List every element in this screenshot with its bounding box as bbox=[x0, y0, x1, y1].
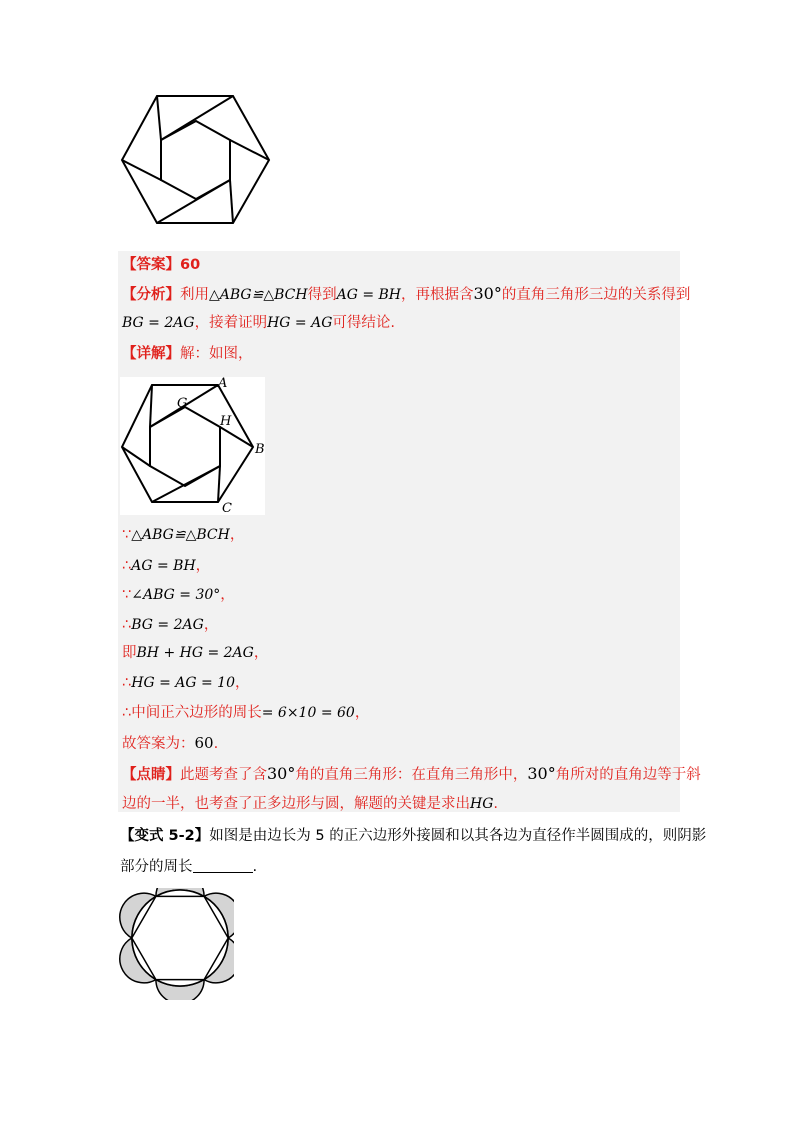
analysis-line-1 bbox=[122, 284, 690, 305]
step-prefix: ∴ bbox=[122, 675, 132, 691]
step-math: HG = AG = 10 bbox=[131, 675, 235, 691]
analysis-text: ，再根据含 bbox=[401, 287, 474, 303]
analysis-math: 30° bbox=[473, 284, 502, 303]
label-b: B bbox=[255, 442, 265, 457]
step-prefix: ∵ bbox=[122, 527, 132, 543]
comment-text: 边的一半，也考查了正多边形与圆，解题的关键是求出 bbox=[122, 796, 470, 812]
hexagon-figure-top bbox=[118, 92, 273, 227]
comment-math: 30° bbox=[527, 764, 556, 783]
detail-text: 解：如图， bbox=[180, 346, 253, 362]
analysis-text: 可得结论. bbox=[332, 315, 396, 331]
step-prefix: ∴ bbox=[122, 617, 132, 633]
step-math: AG = BH bbox=[131, 558, 196, 574]
analysis-math: HG = AG bbox=[267, 315, 333, 331]
analysis-math: BG = 2AG bbox=[122, 315, 195, 331]
analysis-text: 得到 bbox=[307, 287, 337, 303]
step-1 bbox=[122, 525, 244, 545]
answer-value: 60 bbox=[180, 257, 201, 273]
step-suffix: ， bbox=[229, 527, 245, 543]
answer-line bbox=[122, 255, 200, 275]
comment-text: . bbox=[493, 796, 499, 812]
step-prefix: ∴中间正六边形的周长 bbox=[122, 705, 262, 721]
question-text: 部分的周长 bbox=[120, 859, 193, 875]
comment-line-1 bbox=[122, 764, 701, 785]
step-suffix: ， bbox=[354, 705, 370, 721]
step-8 bbox=[122, 733, 218, 754]
step-5 bbox=[122, 643, 268, 663]
analysis-tag: 【分析】 bbox=[122, 287, 180, 303]
step-math: = 6×10 = 60 bbox=[261, 705, 355, 721]
step-math: ∠ABG = 30° bbox=[131, 587, 221, 603]
step-suffix: . bbox=[213, 736, 219, 752]
analysis-text: ，接着证明 bbox=[194, 315, 268, 331]
comment-tag: 【点睛】 bbox=[122, 767, 180, 783]
step-prefix: ∴ bbox=[122, 558, 132, 574]
step-math: BH + HG = 2AG bbox=[136, 645, 254, 661]
step-2 bbox=[122, 556, 210, 576]
step-suffix: ， bbox=[235, 675, 250, 691]
analysis-math: △ABG≌△BCH bbox=[209, 287, 308, 303]
question-line-2 bbox=[120, 857, 257, 877]
step-suffix: ， bbox=[220, 587, 235, 603]
step-math: △ABG≌△BCH bbox=[131, 527, 230, 543]
detail-line bbox=[122, 344, 253, 364]
step-7 bbox=[122, 703, 369, 723]
comment-line-2 bbox=[122, 794, 498, 814]
comment-text: 角所对的直角边等于斜 bbox=[555, 767, 701, 783]
label-h: H bbox=[220, 414, 232, 429]
comment-text: 角的直角三角形：在直角三角形中， bbox=[295, 767, 528, 783]
analysis-math: AG = BH bbox=[336, 287, 401, 303]
step-3 bbox=[122, 585, 235, 605]
label-a: A bbox=[218, 377, 228, 391]
step-math: BG = 2AG bbox=[131, 617, 204, 633]
step-4 bbox=[122, 615, 218, 635]
step-suffix: ， bbox=[203, 617, 219, 633]
step-prefix: 故答案为： bbox=[122, 736, 195, 752]
step-6 bbox=[122, 673, 250, 693]
analysis-text: 的直角三角形三边的关系得到 bbox=[501, 287, 691, 303]
comment-math: 30° bbox=[267, 764, 296, 783]
hexagon-semicircle-figure bbox=[118, 888, 234, 1000]
comment-text: 此题考查了含 bbox=[180, 767, 267, 783]
answer-blank[interactable] bbox=[193, 858, 253, 873]
question-text: 如图是由边长为 5 的正六边形外接圆和以其各边为直径作半圆围成的，则阴影 bbox=[209, 828, 707, 844]
label-g: G bbox=[177, 396, 188, 411]
label-c: C bbox=[222, 501, 232, 515]
answer-tag: 【答案】 bbox=[122, 257, 180, 273]
step-prefix: 即 bbox=[122, 645, 137, 661]
analysis-line-2 bbox=[122, 313, 395, 333]
step-suffix: ， bbox=[253, 645, 269, 661]
hexagon-figure-labeled bbox=[120, 377, 265, 515]
detail-tag: 【详解】 bbox=[122, 346, 180, 362]
comment-math: HG bbox=[470, 796, 494, 812]
step-math: 60 bbox=[194, 734, 214, 752]
question-text-end: . bbox=[252, 859, 258, 875]
analysis-text: 利用 bbox=[180, 287, 209, 303]
question-tag: 【变式 5-2】 bbox=[120, 828, 210, 844]
step-suffix: ， bbox=[195, 558, 211, 574]
question-line-1 bbox=[120, 826, 706, 846]
step-prefix: ∵ bbox=[122, 587, 132, 603]
